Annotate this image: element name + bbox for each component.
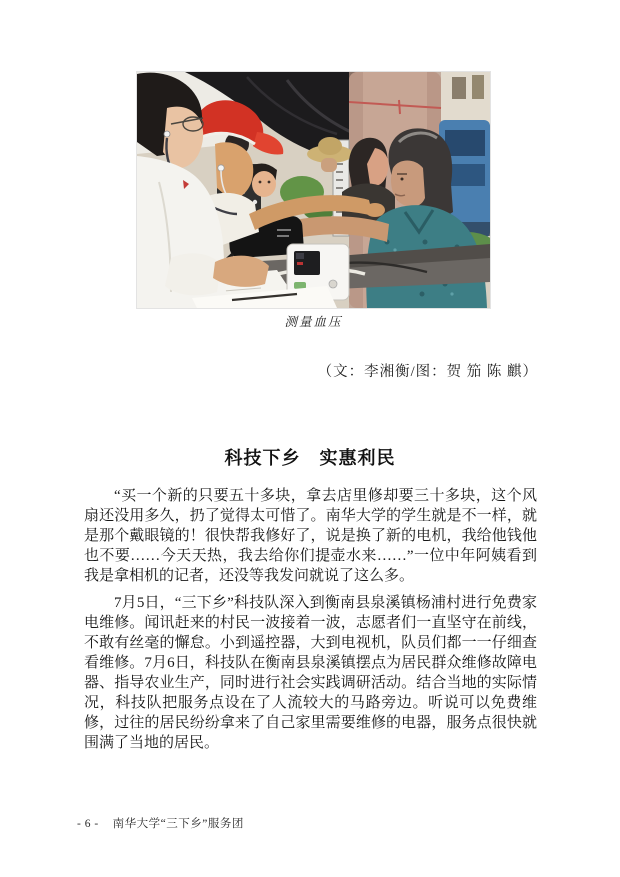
photo-blood-pressure-measurement: [137, 72, 490, 308]
article-body: [84, 486, 537, 760]
article-byline: （文：李湘衡/图：贺 笳 陈 麒）: [317, 364, 538, 380]
article-paragraph-1: “买一个新的只要五十多块，拿去店里修却要三十多块，这个风扇还没用多久，扔了觉得太可惜了。南华大学的学生就是不一样，就是那个戴眼镜的！很快帮我修好了，说是换了新的电机，我给他钱他也不要……今天天热，我去给你们提壶水来……”一位中年阿姨看到我是拿相机的记者，还没等我发问就说了这么多。: [84, 488, 537, 584]
photo-illustration: [137, 72, 490, 308]
footer-team-name: 南华大学“三下乡”服务团: [112, 818, 244, 830]
page-number: - 6 -: [77, 818, 99, 830]
page-footer: [77, 815, 244, 831]
photo-caption: 测量血压: [284, 315, 343, 329]
article-paragraph-2: 7月5日，“三下乡”科技队深入到衡南县泉溪镇杨浦村进行免费家电维修。闻讯赶来的村民一波接着一波，志愿者们一直坚守在前线，不敢有丝毫的懈怠。小到遥控器，大到电视机，队员们都一一仔细查看维修。7月6日，科技队在衡南县泉溪镇摆点为居民群众维修故障电器、指导农业生产，同时进行社会实践调研活动。结合当地的实际情况，科技队把服务点设在了人流较大的马路旁边。听说可以免费维修，过往的居民纷纷拿来了自己家里需要维修的电器，服务点很快就围满了当地的居民。: [84, 595, 537, 751]
article-title: 科技下乡 实惠利民: [224, 448, 396, 468]
